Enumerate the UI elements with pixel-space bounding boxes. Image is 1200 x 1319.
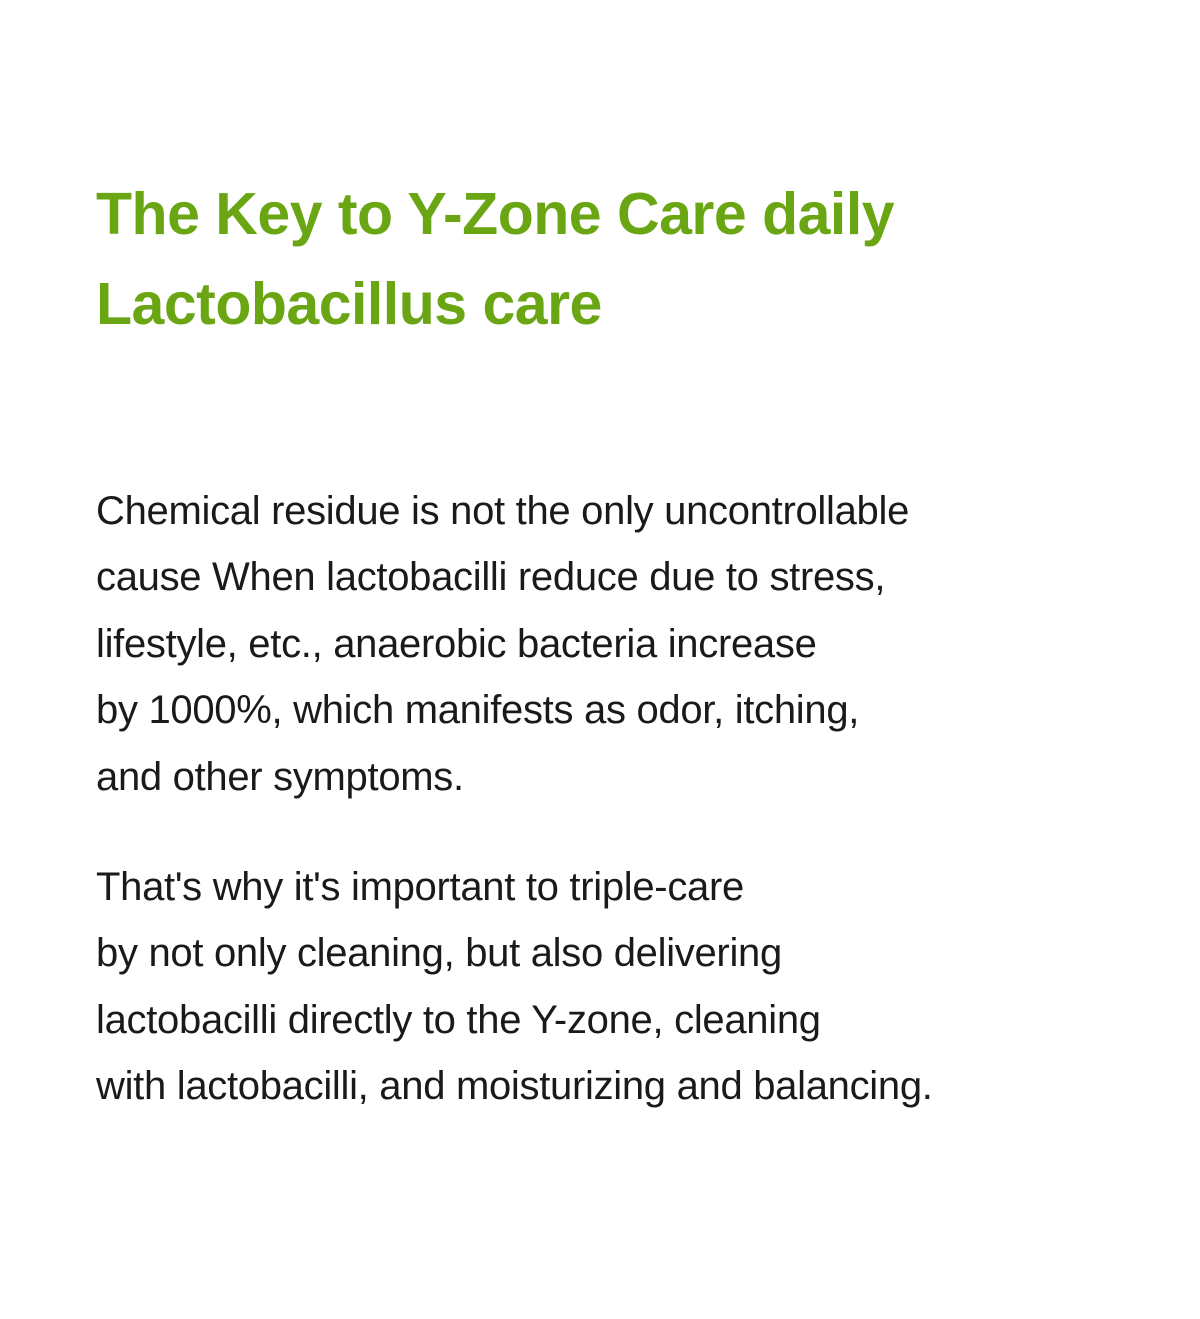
page-title	[96, 170, 1120, 349]
paragraph-line: cause When lactobacilli reduce due to stress,	[96, 555, 886, 600]
paragraph-line: and other symptoms.	[96, 754, 464, 799]
paragraph-line: That's why it's important to triple-care	[96, 864, 744, 909]
page-title-line: Lactobacillus care	[96, 270, 602, 337]
paragraph-line: lifestyle, etc., anaerobic bacteria increase	[96, 621, 817, 666]
paragraph-line: lactobacilli directly to the Y-zone, cleaning	[96, 997, 821, 1042]
paragraph-line: by 1000%, which manifests as odor, itching,	[96, 688, 860, 733]
paragraph-1	[96, 478, 1150, 810]
page-title-line: The Key to Y-Zone Care daily	[96, 181, 895, 247]
body-copy	[96, 478, 1150, 1120]
paragraph-line: Chemical residue is not the only uncontrollable	[96, 489, 910, 533]
paragraph-line: by not only cleaning, but also delivering	[96, 931, 782, 976]
paragraph-line: with lactobacilli, and moisturizing and balancing.	[96, 1064, 933, 1109]
paragraph-2	[96, 854, 1150, 1120]
